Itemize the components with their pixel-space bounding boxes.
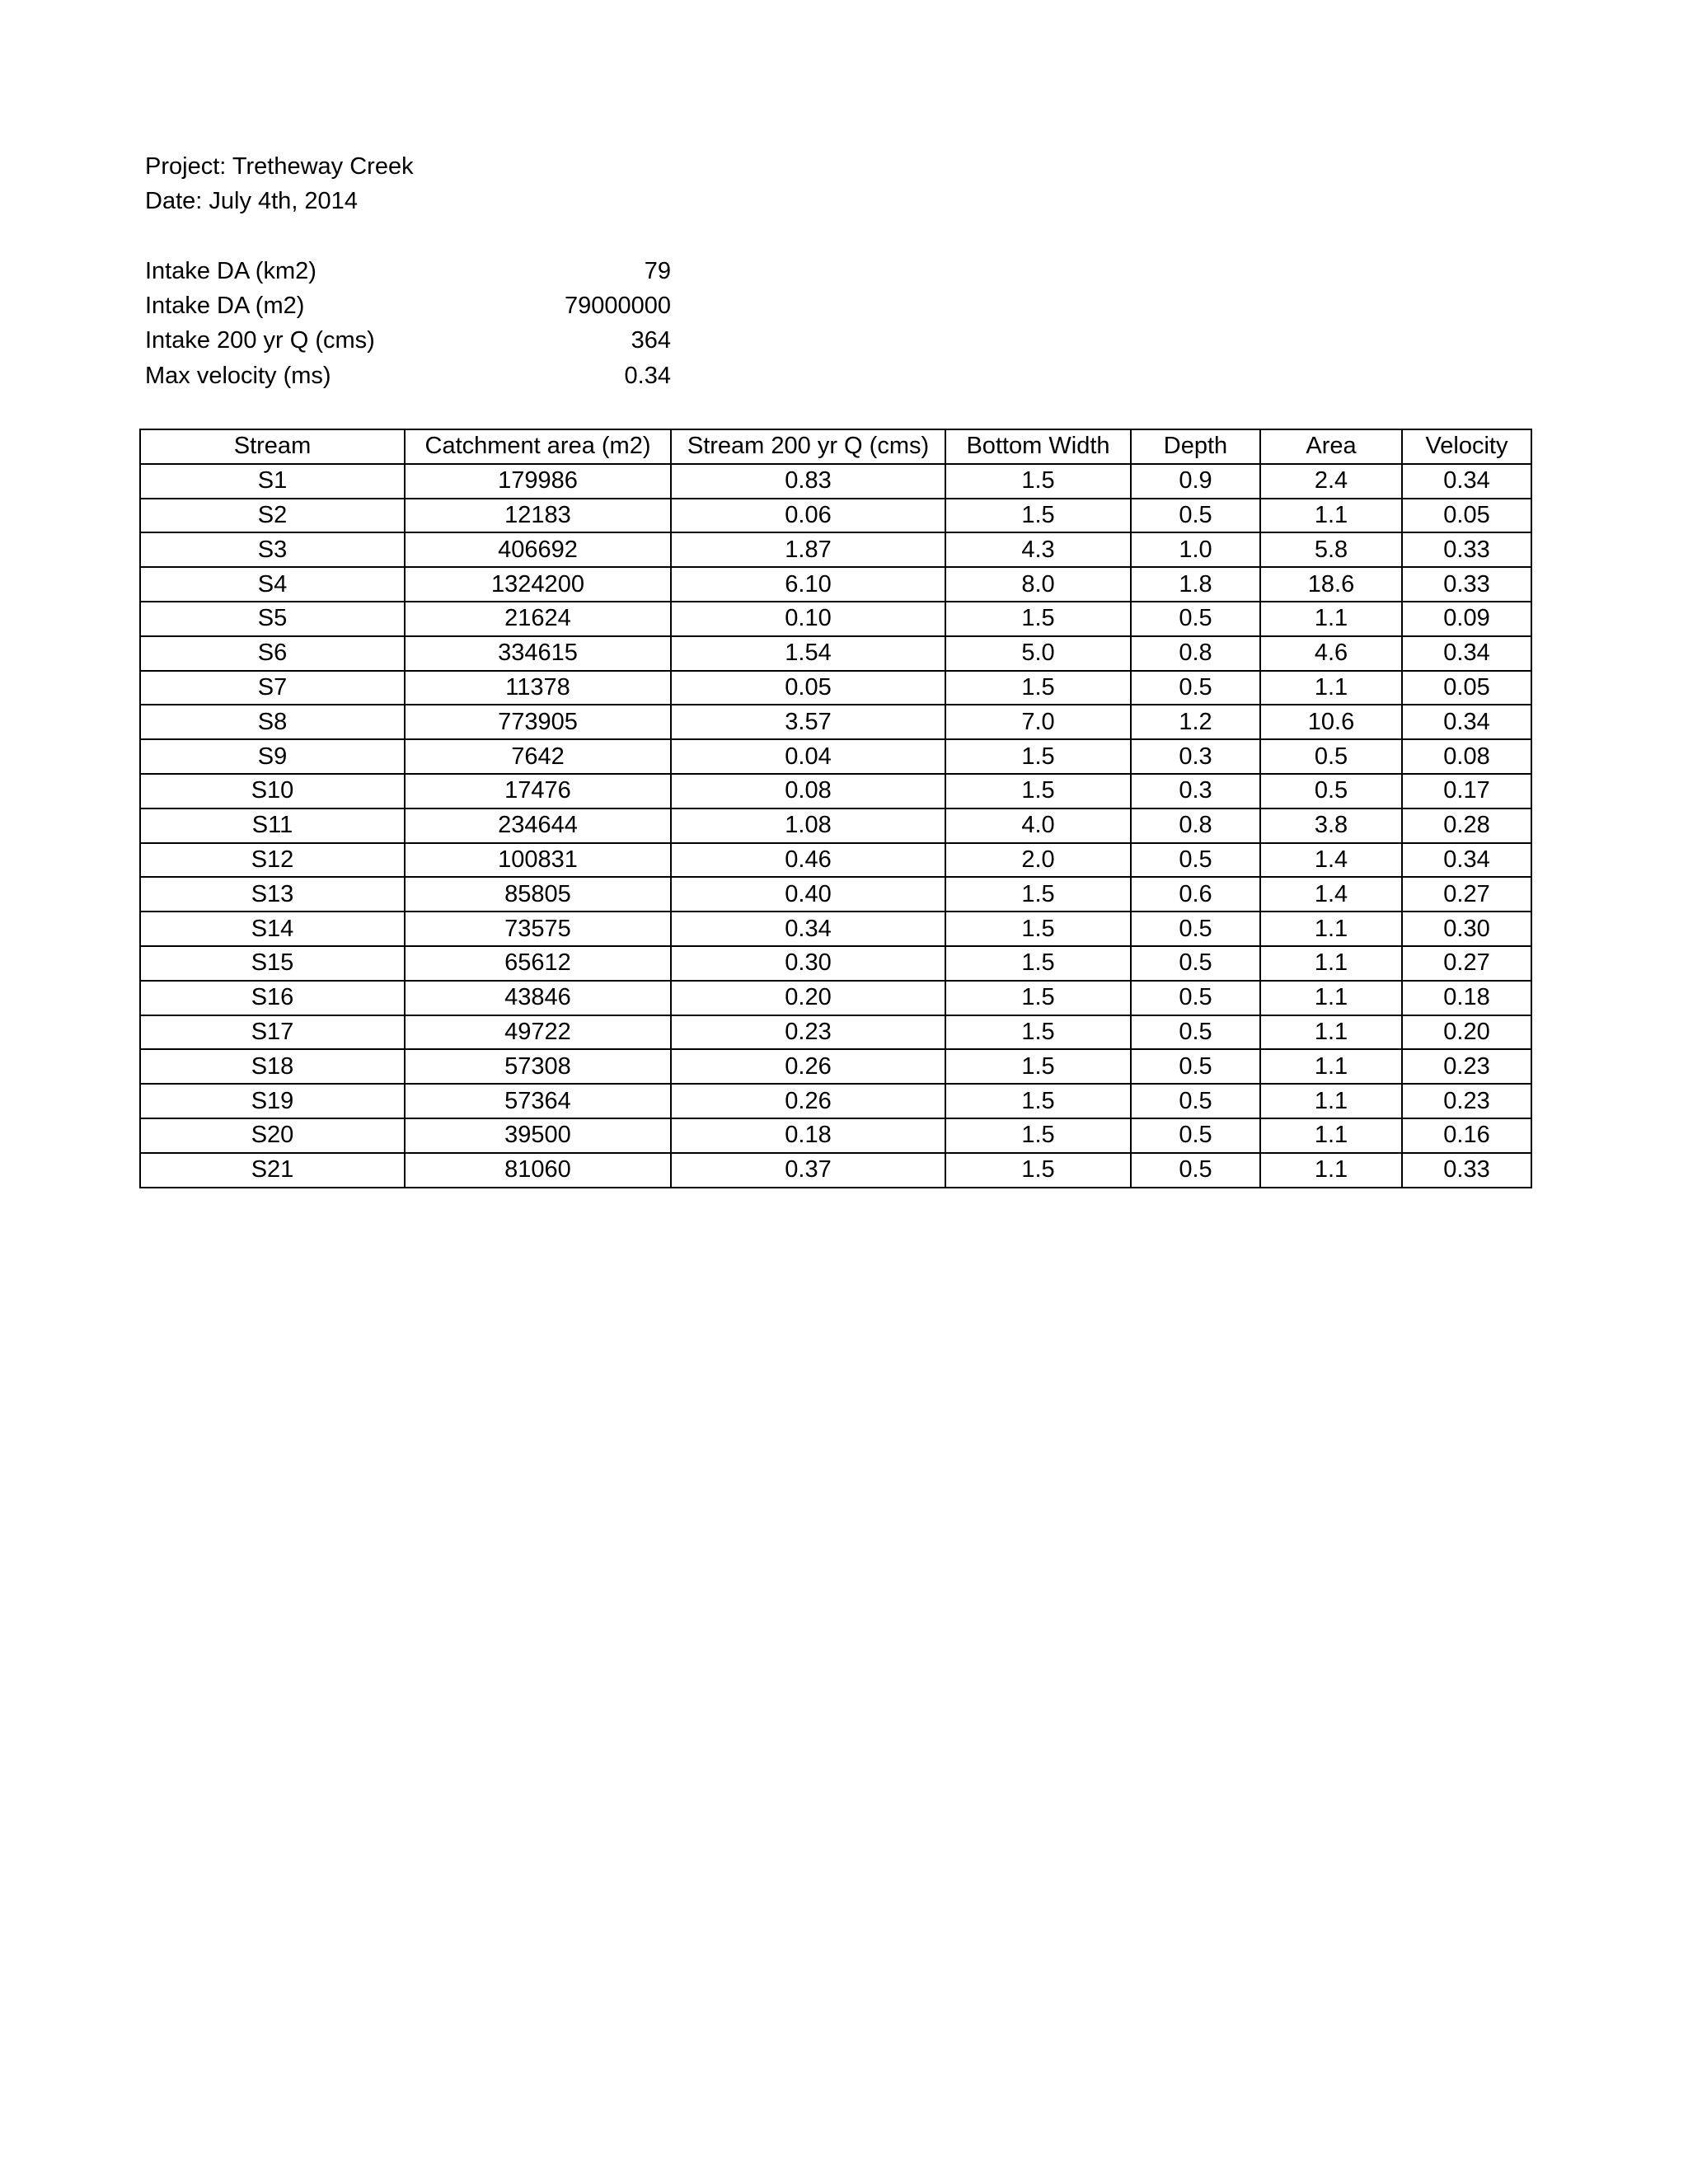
table-cell: 5.0 xyxy=(945,636,1131,671)
table-cell: 8.0 xyxy=(945,567,1131,602)
table-cell: 0.05 xyxy=(1402,499,1531,533)
table-cell: 3.8 xyxy=(1260,808,1402,843)
table-row xyxy=(140,567,1531,602)
table-cell: 65612 xyxy=(405,946,671,981)
param-label: Intake 200 yr Q (cms) xyxy=(145,327,375,354)
table-cell: 0.5 xyxy=(1131,946,1260,981)
column-header: Depth xyxy=(1131,429,1260,464)
table-cell: 6.10 xyxy=(671,567,945,602)
table-row xyxy=(140,774,1531,808)
table-cell: S20 xyxy=(140,1118,405,1153)
table-cell: 4.6 xyxy=(1260,636,1402,671)
table-cell: 1.8 xyxy=(1131,567,1260,602)
project-date: Date: July 4th, 2014 xyxy=(145,188,358,214)
project-title: Project: Tretheway Creek xyxy=(145,153,414,180)
table-row xyxy=(140,671,1531,705)
table-cell: S10 xyxy=(140,774,405,808)
table-cell: S16 xyxy=(140,981,405,1015)
table-cell: 0.33 xyxy=(1402,1153,1531,1188)
table-cell: S21 xyxy=(140,1153,405,1188)
table-cell: 0.5 xyxy=(1131,1084,1260,1118)
table-cell: 1.1 xyxy=(1260,1153,1402,1188)
table-cell: 0.5 xyxy=(1131,912,1260,946)
table-cell: S15 xyxy=(140,946,405,981)
table-cell: S19 xyxy=(140,1084,405,1118)
table-cell: 1.5 xyxy=(945,1084,1131,1118)
table-cell: 773905 xyxy=(405,705,671,739)
table-cell: 1.1 xyxy=(1260,981,1402,1015)
table-row xyxy=(140,1118,1531,1153)
table-row xyxy=(140,532,1531,567)
table-cell: 0.8 xyxy=(1131,636,1260,671)
table-row xyxy=(140,981,1531,1015)
table-cell: 1.5 xyxy=(945,877,1131,912)
table-row xyxy=(140,843,1531,878)
table-cell: 0.83 xyxy=(671,464,945,499)
table-cell: 0.18 xyxy=(1402,981,1531,1015)
table-cell: 0.08 xyxy=(1402,739,1531,774)
table-cell: 7.0 xyxy=(945,705,1131,739)
table-cell: S5 xyxy=(140,602,405,636)
table-row xyxy=(140,636,1531,671)
table-cell: 1.1 xyxy=(1260,1084,1402,1118)
table-cell: 0.5 xyxy=(1131,981,1260,1015)
table-cell: 2.4 xyxy=(1260,464,1402,499)
table-cell: 10.6 xyxy=(1260,705,1402,739)
table-row xyxy=(140,946,1531,981)
table-cell: 1.5 xyxy=(945,981,1131,1015)
table-cell: 0.26 xyxy=(671,1084,945,1118)
table-cell: 0.18 xyxy=(671,1118,945,1153)
table-cell: 0.9 xyxy=(1131,464,1260,499)
column-header: Velocity xyxy=(1402,429,1531,464)
table-cell: 0.05 xyxy=(1402,671,1531,705)
param-label: Intake DA (m2) xyxy=(145,293,305,320)
table-cell: 0.26 xyxy=(671,1049,945,1084)
table-cell: 5.8 xyxy=(1260,532,1402,567)
table-cell: 334615 xyxy=(405,636,671,671)
stream-table xyxy=(139,429,1532,1188)
table-cell: 0.5 xyxy=(1131,602,1260,636)
table-cell: 0.6 xyxy=(1131,877,1260,912)
table-row xyxy=(140,602,1531,636)
table-cell: 1.5 xyxy=(945,739,1131,774)
table-cell: 1.5 xyxy=(945,1015,1131,1050)
table-cell: 57308 xyxy=(405,1049,671,1084)
table-body xyxy=(140,464,1531,1188)
table-cell: 1.08 xyxy=(671,808,945,843)
param-value: 364 xyxy=(631,327,671,354)
table-cell: 1.4 xyxy=(1260,843,1402,878)
table-cell: 0.06 xyxy=(671,499,945,533)
table-cell: 0.3 xyxy=(1131,774,1260,808)
table-cell: S9 xyxy=(140,739,405,774)
table-cell: 234644 xyxy=(405,808,671,843)
table-cell: 0.27 xyxy=(1402,877,1531,912)
table-cell: 1.1 xyxy=(1260,602,1402,636)
table-cell: S1 xyxy=(140,464,405,499)
table-row xyxy=(140,912,1531,946)
intake-parameters xyxy=(145,254,671,393)
column-header: Stream 200 yr Q (cms) xyxy=(671,429,945,464)
table-cell: S7 xyxy=(140,671,405,705)
param-row xyxy=(145,323,671,358)
table-cell: 0.5 xyxy=(1131,843,1260,878)
table-cell: 406692 xyxy=(405,532,671,567)
table-cell: S2 xyxy=(140,499,405,533)
table-cell: 1.1 xyxy=(1260,912,1402,946)
table-cell: 39500 xyxy=(405,1118,671,1153)
column-header: Catchment area (m2) xyxy=(405,429,671,464)
table-cell: 1.1 xyxy=(1260,946,1402,981)
table-cell: 0.5 xyxy=(1131,1049,1260,1084)
table-header-row xyxy=(140,429,1531,464)
table-cell: 85805 xyxy=(405,877,671,912)
table-cell: 0.30 xyxy=(1402,912,1531,946)
table-cell: 0.27 xyxy=(1402,946,1531,981)
table-cell: 1.1 xyxy=(1260,671,1402,705)
table-cell: 73575 xyxy=(405,912,671,946)
table-cell: S13 xyxy=(140,877,405,912)
table-cell: 1.5 xyxy=(945,499,1131,533)
table-cell: 0.30 xyxy=(671,946,945,981)
table-cell: S6 xyxy=(140,636,405,671)
param-label: Max velocity (ms) xyxy=(145,362,331,389)
table-cell: 0.10 xyxy=(671,602,945,636)
table-cell: 0.37 xyxy=(671,1153,945,1188)
table-cell: 0.8 xyxy=(1131,808,1260,843)
table-row xyxy=(140,739,1531,774)
table-cell: 0.34 xyxy=(1402,705,1531,739)
table-cell: 0.20 xyxy=(671,981,945,1015)
table-row xyxy=(140,1153,1531,1188)
table-cell: S8 xyxy=(140,705,405,739)
table-cell: 57364 xyxy=(405,1084,671,1118)
table-cell: 49722 xyxy=(405,1015,671,1050)
table-cell: 0.46 xyxy=(671,843,945,878)
table-cell: 4.3 xyxy=(945,532,1131,567)
table-cell: 0.5 xyxy=(1131,1153,1260,1188)
table-row xyxy=(140,877,1531,912)
param-row xyxy=(145,288,671,323)
table-row xyxy=(140,1084,1531,1118)
table-cell: 0.40 xyxy=(671,877,945,912)
project-header xyxy=(145,149,414,218)
table-cell: S14 xyxy=(140,912,405,946)
table-cell: 0.20 xyxy=(1402,1015,1531,1050)
table-cell: 0.16 xyxy=(1402,1118,1531,1153)
table-cell: 18.6 xyxy=(1260,567,1402,602)
table-cell: 0.33 xyxy=(1402,567,1531,602)
table-row xyxy=(140,808,1531,843)
table-cell: 1.0 xyxy=(1131,532,1260,567)
table-cell: 0.5 xyxy=(1131,1015,1260,1050)
table-cell: 0.5 xyxy=(1260,774,1402,808)
table-cell: 1.5 xyxy=(945,912,1131,946)
table-cell: 1.5 xyxy=(945,1049,1131,1084)
table-cell: 0.33 xyxy=(1402,532,1531,567)
table-cell: 0.34 xyxy=(1402,636,1531,671)
table-cell: 0.34 xyxy=(671,912,945,946)
table-cell: 1.4 xyxy=(1260,877,1402,912)
table-cell: 1.5 xyxy=(945,1118,1131,1153)
table-cell: 0.5 xyxy=(1260,739,1402,774)
column-header: Bottom Width xyxy=(945,429,1131,464)
table-cell: 17476 xyxy=(405,774,671,808)
table-row xyxy=(140,464,1531,499)
table-cell: 1.5 xyxy=(945,464,1131,499)
table-cell: 3.57 xyxy=(671,705,945,739)
param-value: 79 xyxy=(644,258,671,284)
table-cell: 0.23 xyxy=(1402,1084,1531,1118)
table-cell: 0.04 xyxy=(671,739,945,774)
table-cell: 81060 xyxy=(405,1153,671,1188)
table-cell: 7642 xyxy=(405,739,671,774)
table-cell: 1.5 xyxy=(945,774,1131,808)
table-cell: 1.1 xyxy=(1260,1118,1402,1153)
table-cell: 1.5 xyxy=(945,946,1131,981)
table-cell: 0.5 xyxy=(1131,499,1260,533)
table-cell: 0.5 xyxy=(1131,671,1260,705)
table-cell: S12 xyxy=(140,843,405,878)
table-cell: 179986 xyxy=(405,464,671,499)
table-cell: 21624 xyxy=(405,602,671,636)
table-cell: 0.23 xyxy=(1402,1049,1531,1084)
table-cell: 1.5 xyxy=(945,1153,1131,1188)
table-cell: 0.17 xyxy=(1402,774,1531,808)
table-cell: 1.1 xyxy=(1260,499,1402,533)
param-row xyxy=(145,359,671,393)
table-cell: 0.34 xyxy=(1402,464,1531,499)
table-cell: 1.5 xyxy=(945,602,1131,636)
table-cell: 11378 xyxy=(405,671,671,705)
table-cell: S17 xyxy=(140,1015,405,1050)
table-cell: 0.3 xyxy=(1131,739,1260,774)
table-cell: 0.28 xyxy=(1402,808,1531,843)
table-cell: 1324200 xyxy=(405,567,671,602)
table-row xyxy=(140,499,1531,533)
table-cell: 0.23 xyxy=(671,1015,945,1050)
table-cell: 1.87 xyxy=(671,532,945,567)
table-cell: S18 xyxy=(140,1049,405,1084)
table-cell: 100831 xyxy=(405,843,671,878)
table-cell: S3 xyxy=(140,532,405,567)
table-header xyxy=(140,429,1531,464)
table-cell: 0.08 xyxy=(671,774,945,808)
param-label: Intake DA (km2) xyxy=(145,258,316,284)
table-cell: 1.2 xyxy=(1131,705,1260,739)
table-cell: 12183 xyxy=(405,499,671,533)
table-cell: 1.1 xyxy=(1260,1015,1402,1050)
param-row xyxy=(145,254,671,288)
table-row xyxy=(140,1015,1531,1050)
table-cell: 1.1 xyxy=(1260,1049,1402,1084)
table-cell: S4 xyxy=(140,567,405,602)
table-cell: 0.05 xyxy=(671,671,945,705)
table-cell: 1.5 xyxy=(945,671,1131,705)
table-cell: 0.5 xyxy=(1131,1118,1260,1153)
table-cell: 43846 xyxy=(405,981,671,1015)
param-value: 79000000 xyxy=(564,293,671,320)
param-value: 0.34 xyxy=(624,362,671,389)
table-cell: 0.09 xyxy=(1402,602,1531,636)
column-header: Stream xyxy=(140,429,405,464)
table-cell: S11 xyxy=(140,808,405,843)
table-row xyxy=(140,705,1531,739)
table-cell: 0.34 xyxy=(1402,843,1531,878)
table-cell: 4.0 xyxy=(945,808,1131,843)
column-header: Area xyxy=(1260,429,1402,464)
table-cell: 1.54 xyxy=(671,636,945,671)
table-row xyxy=(140,1049,1531,1084)
table-cell: 2.0 xyxy=(945,843,1131,878)
